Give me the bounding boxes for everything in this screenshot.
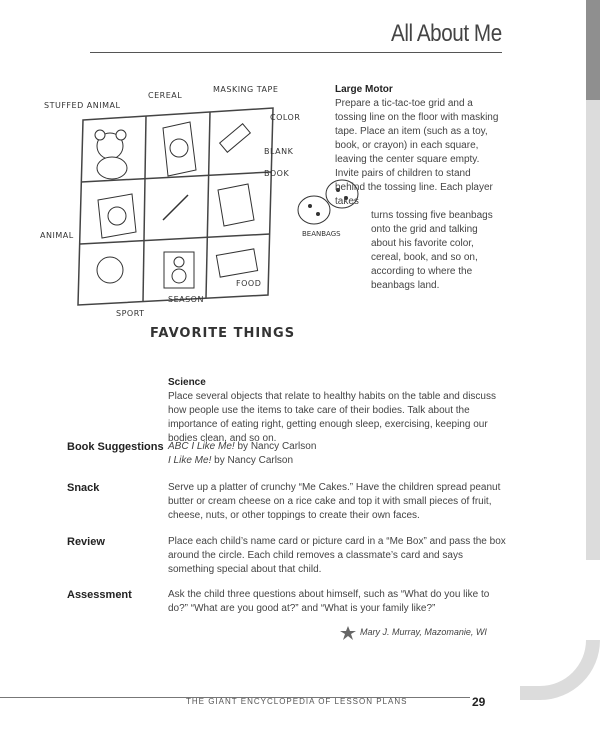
label-masking-tape: MASKING TAPE <box>213 85 279 94</box>
footer-book-title: THE GIANT ENCYCLOPEDIA OF LESSON PLANS <box>186 697 408 706</box>
teddy-bear-icon <box>95 130 127 179</box>
book-title: I Like Me! <box>168 455 212 466</box>
cat-picture-icon <box>98 194 136 238</box>
large-motor-section <box>335 83 500 293</box>
page-title: All About Me <box>391 20 502 47</box>
large-motor-text-continued: turns tossing five beanbags onto the grid and talking about his favorite color, cereal, book, and so on, according to where the beanbags land. <box>371 210 493 291</box>
title-rule <box>90 52 502 53</box>
page-corner-curve <box>520 640 600 700</box>
author-credit <box>340 626 487 640</box>
label-food: FOOD <box>236 279 262 288</box>
snack-text: Serve up a platter of crunchy “Me Cakes.” Have the children spread peanut butter or cream cheese on a rice cake and top it with small pieces of fruit, cheese, nuts, or other toppings to create their own faces. <box>168 482 501 521</box>
arrow-icon <box>163 195 188 220</box>
label-animal: ANIMAL <box>40 231 74 240</box>
book-title: ABC I Like Me! <box>168 441 235 452</box>
review-heading: Review <box>67 536 105 548</box>
label-cereal: CEREAL <box>148 91 183 100</box>
label-sport: SPORT <box>116 309 145 318</box>
label-beanbags: BEANBAGS <box>302 230 341 238</box>
book-suggestions-heading: Book Suggestions <box>67 441 164 453</box>
illustration-caption: FAVORITE THINGS <box>150 326 296 341</box>
large-motor-text: Prepare a tic-tac-toe grid and a tossing line on the floor with masking tape. Place an item (such as a toy, book, or crayon) in each square, leaving the center square empty. Invite pairs of children to stand behind the tossing line. Each player takes <box>335 98 499 207</box>
food-box-icon <box>216 249 257 277</box>
label-color: COLOR <box>270 113 301 122</box>
label-stuffed-animal: STUFFED ANIMAL <box>44 101 121 110</box>
book-suggestions-list <box>168 440 508 468</box>
assessment-text: Ask the child three questions about himself, such as “What do you like to do?” “What are you good at?” and “What is your family like?” <box>168 589 490 614</box>
label-book: BOOK <box>264 169 290 178</box>
favorite-things-illustration <box>38 80 328 360</box>
star-icon <box>340 626 356 640</box>
label-season: SEASON <box>168 295 204 304</box>
page-edge-tab-top <box>586 0 600 100</box>
large-motor-heading: Large Motor <box>335 84 393 95</box>
book-author: by Nancy Carlson <box>234 441 317 452</box>
cereal-box-icon <box>163 122 196 176</box>
science-text: Place several objects that relate to healthy habits on the table and discuss how people use the items to take care of their bodies. Talk about the importance of eating right, getting enough sleep, exercising, keeping our bodies clean, and so on. <box>168 391 496 444</box>
review-text: Place each child’s name card or picture card in a “Me Box” and pass the box around the circle. Each child removes a classmate’s card and says something special about that child. <box>168 536 506 575</box>
book-icon <box>218 184 254 226</box>
page-number: 29 <box>472 695 486 709</box>
author-name: Mary J. Murray, Mazomanie, WI <box>360 627 487 638</box>
baseball-icon <box>97 257 123 283</box>
snowman-icon <box>164 252 194 288</box>
science-heading: Science <box>168 377 206 388</box>
assessment-heading: Assessment <box>67 589 132 601</box>
crayon-icon <box>220 124 251 152</box>
label-blank: BLANK <box>264 147 294 156</box>
book-author: by Nancy Carlson <box>211 455 294 466</box>
science-section <box>168 376 503 446</box>
snack-heading: Snack <box>67 482 100 494</box>
